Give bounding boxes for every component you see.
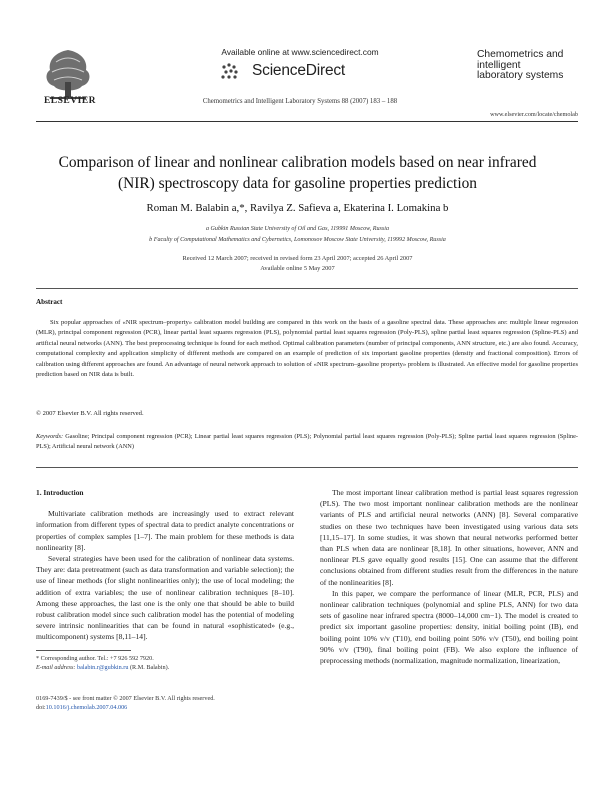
footnote-divider xyxy=(36,650,131,651)
journal-title-line: Chemometrics and xyxy=(477,49,564,60)
email-link[interactable]: balabin.r@gubkin.ru xyxy=(77,664,129,671)
affiliation-b: b Faculty of Computational Mathematics and Cybernetics, Lomonosov Moscow State University, 119992 Moscow, Russia xyxy=(149,237,446,243)
doi-line xyxy=(36,703,306,712)
body-right-column xyxy=(320,487,578,666)
article-dates: Received 12 March 2007; received in revised form 23 April 2007; accepted 26 April 2007 xyxy=(182,255,413,262)
corresponding-author-note: * Corresponding author. Tel.: +7 926 592 7920. xyxy=(36,655,154,662)
body-paragraph: In this paper, we compare the performance of linear (MLR, PCR, PLS) and nonlinear calibration techniques (polynomial and spline PLS, ANN) for two data sets of gasoline near infrared spectra (8000–14,000 cm−1). The model is created to predict six important gasoline properties: density, initial boiling point (IB), end boiling point 10% v/v (T10), end boiling point 50% v/v (T50), end boiling point 90% v/v (T90), final boiling point (FB). We also explore the influence of preprocessing methods (normalization, magnitude normalization, linearization, xyxy=(320,588,578,666)
sciencedirect-wordmark: ScienceDirect xyxy=(252,62,346,79)
doi-prefix: doi: xyxy=(36,704,46,711)
journal-title-line: laboratory systems xyxy=(477,70,564,82)
journal-citation: Chemometrics and Intelligent Laboratory Systems 88 (2007) 183 – 188 xyxy=(202,98,398,105)
body-paragraph: Multivariate calibration methods are increasingly used to extract relevant information from different types of spectral data to predict analyte concentrations or properties of complex samples [1–7]. The main problem for these methods is data nonlinearity [8]. xyxy=(36,509,294,552)
abstract-heading: Abstract xyxy=(36,298,63,306)
keywords xyxy=(36,432,578,452)
journal-url-link[interactable]: www.elsevier.com/locate/chemolab xyxy=(490,111,578,118)
keywords-list: Gasoline; Principal component regression (PCR); Linear partial least squares regression (PLS); Polynomial partial least squares regression (Poly-PLS); Spline partial least squares regression (Spline-PLS); Artificial neural network (ANN) xyxy=(36,433,578,451)
body-paragraph: The most important linear calibration method is partial least squares regression (PLS). The two most important nonlinear calibration methods are the nonlinear variants of PLS and artificial neural networks (ANN) [8]. Several comparative studies on these two techniques have been investigated using various data sets [11,15–17]. In some studies, it was shown that neural networks performed better than PLS when data are nonlinear [8,18]. In other situations, however, ANN and nonlinear PLS gave equally good results [15]. One can assume that the different conclusions obtained from different studies result from the differences in the nature of the nonlinearities [8]. xyxy=(320,488,578,587)
affiliation-a: a Gubkin Russian State University of Oil and Gas, 119991 Moscow, Russia xyxy=(205,226,390,232)
section-heading: 1. Introduction xyxy=(36,488,84,497)
abstract-bottom-divider xyxy=(36,467,578,468)
email-note xyxy=(36,663,306,672)
available-online-date: Available online 5 May 2007 xyxy=(260,265,335,272)
publisher-name: ELSEVIER xyxy=(43,96,97,106)
journal-title-line: intelligent xyxy=(477,59,521,71)
title-line: (NIR) spectroscopy data for gasoline properties prediction xyxy=(118,175,477,192)
abstract-top-divider xyxy=(36,288,578,289)
email-label: E-mail address: xyxy=(36,664,76,671)
journal-title xyxy=(477,50,587,82)
abstract-body: Six popular approaches of «NIR spectrum–property» calibration model building are compared in this work on the basis of a gasoline spectral data. These approaches are: multiple linear regression (MLR), principal component regression (PCR), linear partial least squares regression (PLS), polynomial partial least squares regression (Poly-PLS), spline partial least squares regression (Spline-PLS) and artificial neural networks (ANN). The best preprocessing technique is found for each method. Optimal calibration parameters (number of principal components, ANN structure, etc.) are also found. Accuracy, computational complexity and application simplicity of different methods are compared on an example of prediction of six important gasoline properties (density and fractional composition). Errors of calibration using different approaches are found. An advantage of neural network approach to solution of «NIR spectrum–gasoline property» problem is illustrated. An effective model for gasoline properties prediction based on NIR data is built. xyxy=(36,319,578,379)
body-left-column xyxy=(36,487,294,643)
abstract-copyright: © 2007 Elsevier B.V. All rights reserved. xyxy=(36,410,144,417)
available-online-text: Available online at www.sciencedirect.com xyxy=(221,47,379,57)
email-suffix: (R.M. Balabin). xyxy=(128,664,170,671)
header-divider xyxy=(36,121,578,122)
keywords-label: Keywords: xyxy=(36,433,64,440)
author-list: Roman M. Balabin a,*, Ravilya Z. Safieva a, Ekaterina I. Lomakina b xyxy=(146,202,449,214)
doi-link[interactable]: 10.1016/j.chemolab.2007.04.006 xyxy=(45,704,128,711)
body-paragraph: Several strategies have been used for the calibration of nonlinear data systems. They are: data pretreatment (such as data transformation and variable selection); the use of linear methods (for slight nonlinearities only); the use of local modeling; the addition of extra variables; the use of nonlinear calibration techniques [8–10]. Among these approaches, the last one is the only one that should be able to build robust calibration model since such calibration model has the potential of modeling severe intrinsic nonlinearities that can be found in natural «sophisticated» (e.g., multicomponent) systems [8,11–14]. xyxy=(36,554,294,642)
elsevier-tree-logo xyxy=(36,44,100,102)
issn-line: 0169-7439/$ - see front matter © 2007 Elsevier B.V. All rights reserved. xyxy=(36,695,215,702)
title-line: Comparison of linear and nonlinear calibration models based on near infrared xyxy=(58,154,537,171)
article-title xyxy=(30,152,565,194)
